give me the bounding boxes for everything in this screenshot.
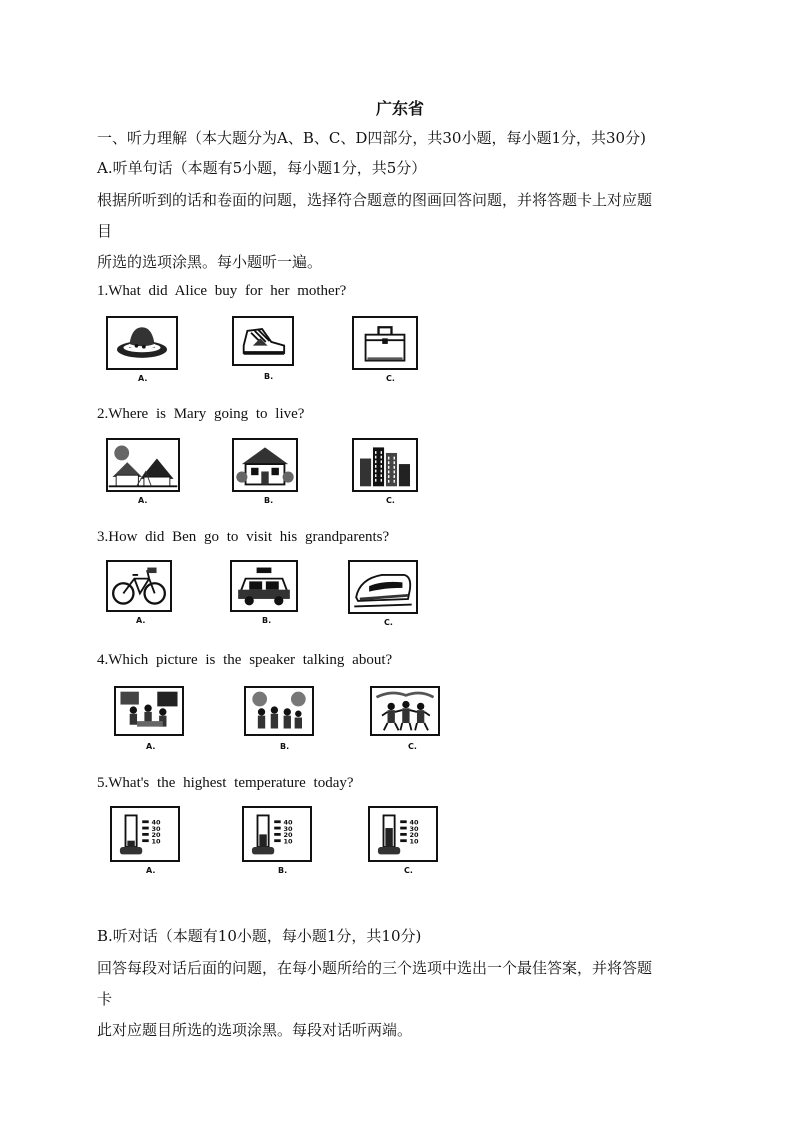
scale-label: 10: [151, 837, 161, 846]
option-label: C.: [408, 742, 417, 751]
part-a-instruction-cont: 目: [97, 222, 113, 240]
taxi-icon: [230, 560, 298, 612]
scale-label: 30: [283, 824, 293, 833]
question-4: 4.Which picture is the speaker talking about?: [97, 652, 393, 668]
village-icon: [106, 438, 180, 492]
scale-tick: [400, 827, 407, 830]
scale-label: 40: [409, 818, 419, 827]
question-2: 2.Where is Mary going to live?: [97, 406, 305, 422]
part-b-instruction-end: 此对应题目所选的选项涂黑。每段对话听两端。: [97, 1021, 413, 1039]
sneakers-icon: [232, 316, 294, 366]
scale-tick: [274, 827, 281, 830]
scale-label: 30: [409, 824, 419, 833]
scale-label: 30: [151, 824, 161, 833]
option-label: B.: [264, 372, 274, 381]
option-label: C.: [386, 496, 395, 505]
thermometer-icon: [368, 806, 438, 862]
house-icon: [232, 438, 298, 492]
thermometer-icon: [110, 806, 180, 862]
question-5: 5.What's the highest temperature today?: [97, 775, 354, 791]
part-a-heading: A.听单句话（本题有5小题，每小题1分，共5分）: [97, 159, 427, 177]
thermometer-icon: [242, 806, 312, 862]
option-label: C.: [386, 374, 395, 383]
scale-label: 20: [409, 831, 419, 840]
option-label: B.: [278, 866, 288, 875]
option-label: C.: [384, 618, 393, 627]
people-indoors-icon: [114, 686, 184, 736]
scale-tick: [400, 839, 407, 842]
scale-label: 40: [151, 818, 161, 827]
part-a-instruction: 根据所听到的话和卷面的问题，选择符合题意的图画回答问题，并将答题卡上对应题: [97, 191, 653, 209]
page-title: 广东省: [375, 99, 424, 118]
option-label: B.: [280, 742, 290, 751]
scale-tick: [274, 820, 281, 823]
option-label: A.: [146, 742, 156, 751]
scale-tick: [400, 820, 407, 823]
option-label: C.: [404, 866, 413, 875]
people-playing-icon: [370, 686, 440, 736]
mercury-level: [385, 828, 392, 847]
scale-tick: [142, 833, 149, 836]
high-speed-train-icon: [348, 560, 418, 614]
scale-tick: [400, 833, 407, 836]
option-label: A.: [138, 374, 148, 383]
bicycle-icon: [106, 560, 172, 612]
option-label: A.: [146, 866, 156, 875]
option-label: A.: [138, 496, 148, 505]
part-a-instruction-end: 所选的选项涂黑。每小题听一遍。: [97, 253, 323, 271]
mercury-level: [127, 841, 134, 847]
question-1: 1.What did Alice buy for her mother?: [97, 283, 347, 299]
scale-label: 20: [151, 831, 161, 840]
scale-tick: [142, 827, 149, 830]
part-b-instruction: 回答每段对话后面的问题，在每小题所给的三个选项中选出一个最佳答案，并将答题: [97, 959, 653, 977]
briefcase-icon: [352, 316, 418, 370]
scale-label: 10: [409, 837, 419, 846]
scale-tick: [274, 833, 281, 836]
scale-label: 10: [283, 837, 293, 846]
option-label: B.: [264, 496, 274, 505]
people-outdoors-icon: [244, 686, 314, 736]
city-buildings-icon: [352, 438, 418, 492]
mercury-level: [259, 834, 266, 847]
part-b-instruction-cont: 卡: [97, 990, 113, 1008]
option-label: A.: [136, 616, 146, 625]
scale-tick: [142, 839, 149, 842]
section-heading: 一、听力理解（本大题分为A、B、C、D四部分，共30小题，每小题1分，共30分): [97, 129, 646, 147]
part-b-heading: B.听对话（本题有10小题，每小题1分，共10分): [97, 927, 422, 945]
hat-icon: [106, 316, 178, 370]
scale-tick: [142, 820, 149, 823]
scale-label: 40: [283, 818, 293, 827]
scale-label: 20: [283, 831, 293, 840]
scale-tick: [274, 839, 281, 842]
question-3: 3.How did Ben go to visit his grandparents?: [97, 529, 390, 545]
option-label: B.: [262, 616, 272, 625]
